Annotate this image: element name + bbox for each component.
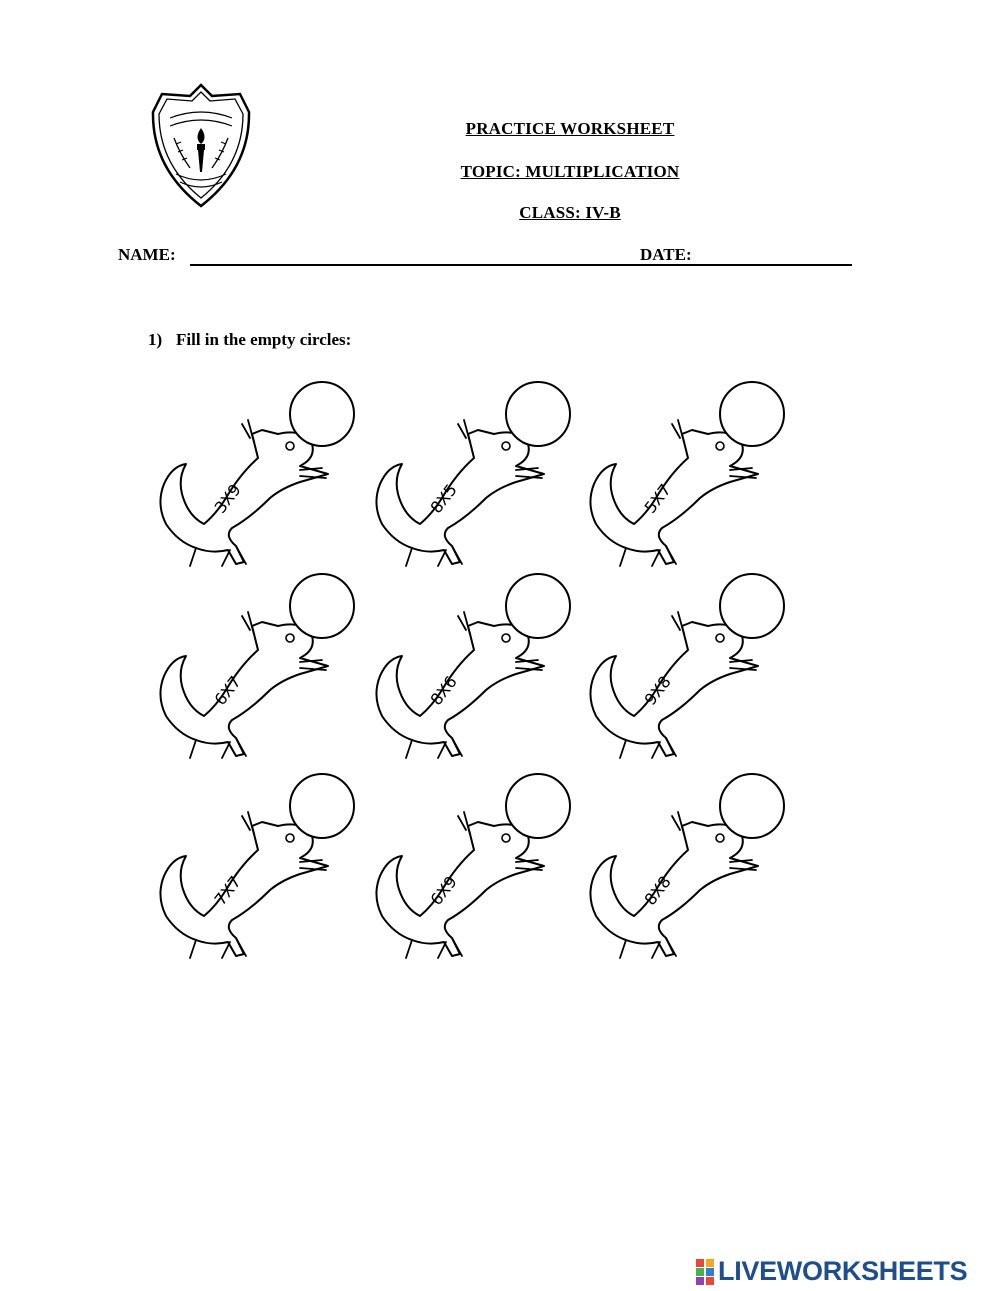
crest-icon — [150, 82, 252, 210]
worksheet-topic: TOPIC: MULTIPLICATION — [460, 162, 680, 181]
lizard-eye — [286, 834, 294, 842]
problem-label: 8X5 — [426, 480, 461, 517]
answer-circle[interactable] — [290, 574, 354, 638]
lizard-icon — [160, 822, 328, 956]
question-text: Fill in the empty circles: — [176, 330, 352, 349]
lizard-icon — [160, 622, 328, 756]
worksheet-title: PRACTICE WORKSHEET — [465, 119, 675, 138]
brand-text: LIVEWORKSHEETS — [718, 1256, 968, 1286]
answer-circle[interactable] — [506, 382, 570, 446]
lizard-icon — [590, 430, 758, 564]
answer-circle[interactable] — [290, 774, 354, 838]
lizard-icon — [376, 430, 544, 564]
lizard-eye — [716, 442, 724, 450]
lizard-problem — [590, 774, 784, 958]
question-1 — [148, 330, 351, 350]
lizard-grid — [150, 368, 840, 968]
lizard-eye — [502, 834, 510, 842]
lizard-icon — [590, 822, 758, 956]
problem-label: 7X7 — [210, 872, 245, 909]
liveworksheets-logo — [696, 1256, 996, 1288]
answer-circle[interactable] — [720, 382, 784, 446]
lizard-grid-svg — [150, 368, 840, 968]
problem-label: 8X8 — [640, 872, 675, 909]
answer-circle[interactable] — [720, 774, 784, 838]
lizard-eye — [286, 442, 294, 450]
problem-label: 6X9 — [426, 872, 461, 909]
lizard-icon — [376, 822, 544, 956]
lizard-eye — [502, 442, 510, 450]
lizard-icon — [160, 430, 328, 564]
lizard-problem — [590, 382, 784, 566]
problem-label: 6X7 — [210, 672, 245, 709]
lizard-problem — [590, 574, 784, 758]
lizard-eye — [286, 634, 294, 642]
answer-circle[interactable] — [506, 574, 570, 638]
lizard-icon — [590, 622, 758, 756]
problem-label: 8X6 — [426, 672, 461, 709]
lizard-problem — [160, 574, 354, 758]
lizard-problem — [160, 774, 354, 958]
answer-circle[interactable] — [290, 382, 354, 446]
problem-label: 9X8 — [640, 672, 675, 709]
name-label: NAME: — [118, 245, 176, 264]
lizard-icon — [376, 622, 544, 756]
problem-label: 3X9 — [210, 480, 245, 517]
brand-blocks-icon — [696, 1259, 714, 1285]
question-number: 1) — [148, 330, 163, 349]
lizard-problem — [160, 382, 354, 566]
lizard-problem — [376, 774, 570, 958]
answer-circle[interactable] — [506, 774, 570, 838]
lizard-eye — [502, 634, 510, 642]
lizard-eye — [716, 634, 724, 642]
answer-circle[interactable] — [720, 574, 784, 638]
date-field[interactable] — [706, 264, 852, 266]
lizard-problem — [376, 574, 570, 758]
problem-label: 5X7 — [640, 480, 675, 517]
school-emblem — [150, 82, 252, 210]
worksheet-class: CLASS: IV-B — [519, 203, 621, 222]
lizard-problem — [376, 382, 570, 566]
lizard-eye — [716, 834, 724, 842]
date-label: DATE: — [640, 245, 692, 264]
